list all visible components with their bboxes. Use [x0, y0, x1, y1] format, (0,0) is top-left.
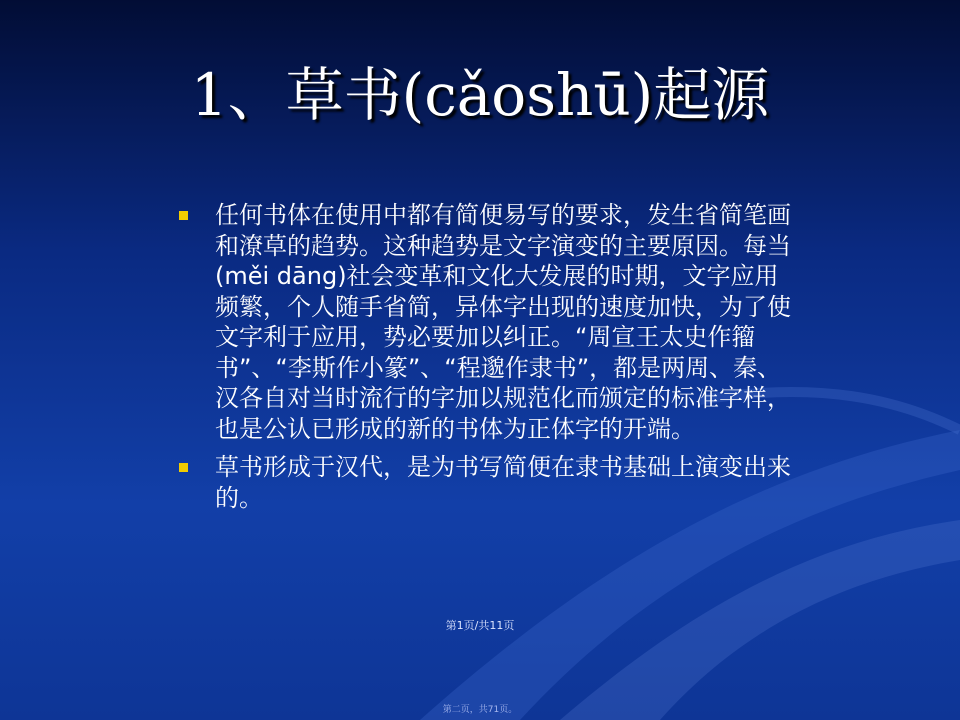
bullet-text: 任何书体在使用中都有简便易写的要求，发生省简笔画和潦草的趋势。这种趋势是文字演变的主要原因。每当(měi dāng)社会变革和文化大发展的时期，文字应用频繁，个人随手省简，异体字出现的速度加快，为了使文字利于应用，势必要加以纠正。“周宣王太史作籀书”、“李斯作小篆”、“程邈作隶书”，都是两周、秦、汉各自对当时流行的字加以规范化而颁定的标准字样，也是公认已形成的新的书体为正体字的开端。 [215, 201, 791, 443]
footer-text: 第二页，共71页。 [442, 705, 518, 715]
square-bullet-icon [179, 463, 188, 472]
bullet-text: 草书形成于汉代，是为书写简便在隶书基础上演变出来的。 [215, 453, 791, 512]
page-indicator: 第1页/共11页 [445, 619, 515, 632]
slide-title: 1、草书(cǎoshū)起源 [190, 61, 770, 129]
bullet-list [175, 200, 795, 521]
square-bullet-icon [179, 211, 188, 220]
bullet-item [175, 452, 795, 513]
bullet-item [175, 200, 795, 444]
